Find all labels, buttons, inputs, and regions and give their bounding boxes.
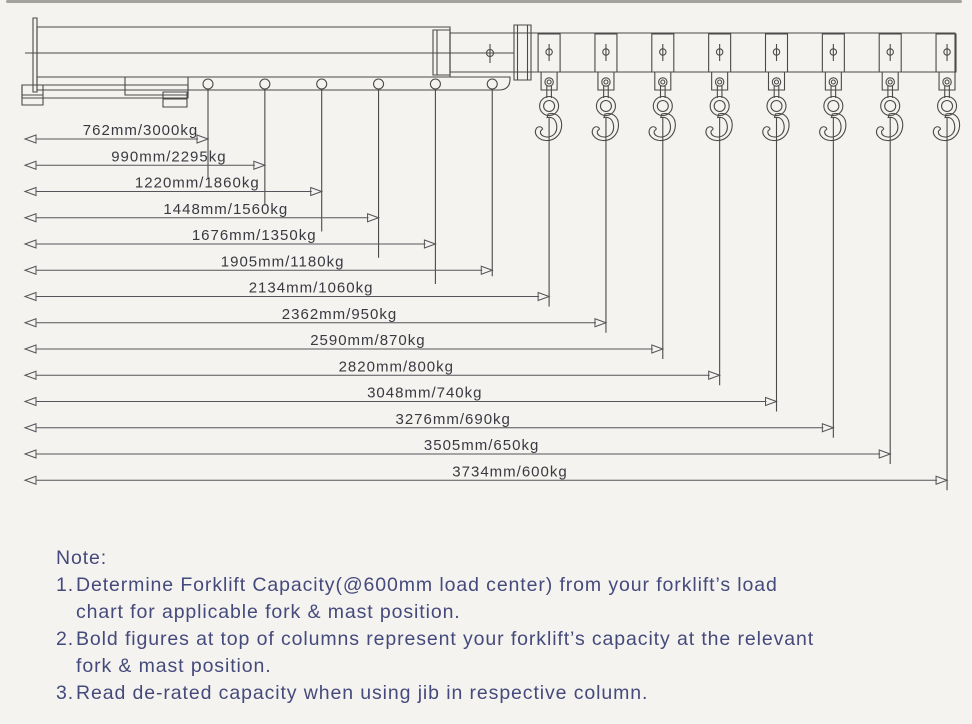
shackle-pin-icon [659, 78, 667, 86]
note-line: chart for applicable fork & mast position. [76, 601, 461, 623]
note-item-number: 3. [56, 682, 75, 704]
arrow-right-icon [311, 188, 322, 196]
shackle-ring-icon [824, 97, 843, 116]
shackle-pin-hole [547, 80, 551, 84]
shackle-ring-hole [942, 101, 953, 112]
shackle-pin-hole [945, 80, 949, 84]
dimension-label: 762mm/3000kg [82, 122, 199, 139]
arrow-left-icon [25, 188, 36, 196]
shackle-pin-hole [831, 80, 835, 84]
arrow-left-icon [25, 450, 36, 458]
mount-plate [936, 34, 956, 72]
notes-section [56, 545, 962, 707]
shackle-ring-hole [600, 101, 611, 112]
arrow-right-icon [766, 398, 777, 406]
shackle-pin-icon [943, 78, 951, 86]
dimension-label: 3505mm/650kg [423, 437, 540, 454]
note-item-text [76, 572, 778, 626]
note-item-text [76, 626, 814, 680]
mount-plate-tab [712, 72, 728, 90]
shackle-ring-icon [881, 97, 900, 116]
arrow-right-icon [879, 450, 890, 458]
arrow-right-icon [254, 161, 265, 169]
shackle-pin-icon [602, 78, 610, 86]
shackle-pin-icon [772, 78, 780, 86]
hook-icon [763, 114, 789, 141]
arrow-left-icon [25, 161, 36, 169]
shackle-pin-icon [886, 78, 894, 86]
dimension-label: 3048mm/740kg [367, 384, 483, 402]
pin-hole-icon [203, 79, 213, 89]
dimension-label: 2820mm/800kg [338, 358, 455, 376]
notes-heading: Note: [56, 547, 108, 569]
note-item-number: 2. [56, 628, 75, 650]
dimension-label: 2362mm/950kg [281, 305, 398, 323]
shackle-ring-icon [767, 97, 786, 116]
arrow-left-icon [25, 424, 36, 432]
dimension-label: 2590mm/870kg [310, 332, 426, 349]
note-line: Determine Forklift Capacity(@600mm load center) from your forklift’s load [76, 574, 778, 596]
hook-icon [649, 114, 675, 141]
shackle-ring-icon [710, 97, 729, 116]
right-foot [163, 92, 187, 107]
mount-plate-tab [598, 72, 614, 90]
pin-hole-icon [487, 79, 497, 89]
shackle-ring-icon [596, 97, 615, 116]
arrow-left-icon [25, 371, 36, 379]
arrow-right-icon [481, 266, 492, 274]
arrow-right-icon [709, 371, 720, 379]
dimension-label: 990mm/2295kg [111, 148, 227, 166]
shackle-pin-hole [718, 80, 722, 84]
arrow-right-icon [538, 293, 549, 301]
mount-plate-tab [825, 72, 841, 90]
shackle-pin-hole [888, 80, 892, 84]
hook-icon [877, 114, 903, 141]
shackle-ring-hole [885, 101, 896, 112]
notes-list [56, 572, 962, 707]
arrow-left-icon [25, 266, 36, 274]
fork-pocket-assembly [22, 18, 514, 107]
note-item-text [76, 680, 648, 707]
mount-plate-tab [541, 72, 557, 90]
shackle-pin-icon [829, 78, 837, 86]
arrow-left-icon [25, 135, 36, 143]
hook-icon [592, 114, 618, 141]
mount-plate-tab [882, 72, 898, 90]
mount-plate-tab [769, 72, 785, 90]
arrow-left-icon [25, 319, 36, 327]
shackle-pin-hole [604, 80, 608, 84]
arrow-right-icon [936, 476, 947, 484]
outer-boom [37, 27, 450, 77]
dimension-label: 2134mm/1060kg [248, 279, 374, 297]
shackle-ring-icon [653, 97, 672, 116]
note-line: Read de-rated capacity when using jib in respective column. [76, 682, 649, 704]
shackle-ring-hole [771, 101, 782, 112]
hook-icon [535, 114, 561, 141]
mount-plate-tab [939, 72, 955, 90]
shackle-ring-icon [540, 97, 559, 116]
dimension-label: 1448mm/1560kg [163, 200, 289, 218]
arrow-right-icon [368, 214, 379, 222]
shackle-pin-icon [715, 78, 723, 86]
shackle-ring-hole [657, 101, 668, 112]
arrow-right-icon [652, 345, 663, 353]
note-item [56, 680, 962, 707]
arrow-left-icon [25, 345, 36, 353]
shackle-pin-hole [775, 80, 779, 84]
pin-hole-icon [430, 79, 440, 89]
shackle-pin-icon [545, 78, 553, 86]
hook-icon [933, 114, 959, 141]
mount-plate-tab [655, 72, 671, 90]
arrow-right-icon [822, 424, 833, 432]
upright-bar [33, 18, 37, 92]
shackle-ring-hole [828, 101, 839, 112]
pin-hole-icon [374, 79, 384, 89]
dimension-6-pin-hole [25, 79, 497, 276]
dimension-label: 3734mm/600kg [452, 463, 568, 481]
hook-icon [820, 114, 846, 141]
dimension-label: 3276mm/690kg [395, 410, 511, 428]
arrow-left-icon [25, 293, 36, 301]
dimension-11-hook [25, 34, 789, 412]
arrow-left-icon [25, 240, 36, 248]
arrow-right-icon [595, 319, 606, 327]
shackle-pin-hole [661, 80, 665, 84]
dimension-label: 1676mm/1350kg [191, 227, 317, 244]
dimension-label: 1905mm/1180kg [220, 253, 345, 271]
hook-icon [706, 114, 732, 141]
pin-hole-icon [260, 79, 270, 89]
arrow-left-icon [25, 214, 36, 222]
arrow-left-icon [25, 476, 36, 484]
shackle-ring-icon [938, 97, 957, 116]
note-line: fork & mast position. [76, 655, 272, 677]
arrow-left-icon [25, 398, 36, 406]
shackle-ring-hole [544, 101, 555, 112]
note-item [56, 572, 962, 626]
pin-hole-icon [317, 79, 327, 89]
arrow-right-icon [197, 135, 208, 143]
arrow-right-icon [424, 240, 435, 248]
note-item [56, 626, 962, 680]
dimension-label: 1220mm/1860kg [134, 174, 260, 192]
note-line: Bold figures at top of columns represent your forklift’s capacity at the relevant [76, 628, 815, 650]
shackle-ring-hole [714, 101, 725, 112]
note-item-number: 1. [56, 574, 75, 596]
